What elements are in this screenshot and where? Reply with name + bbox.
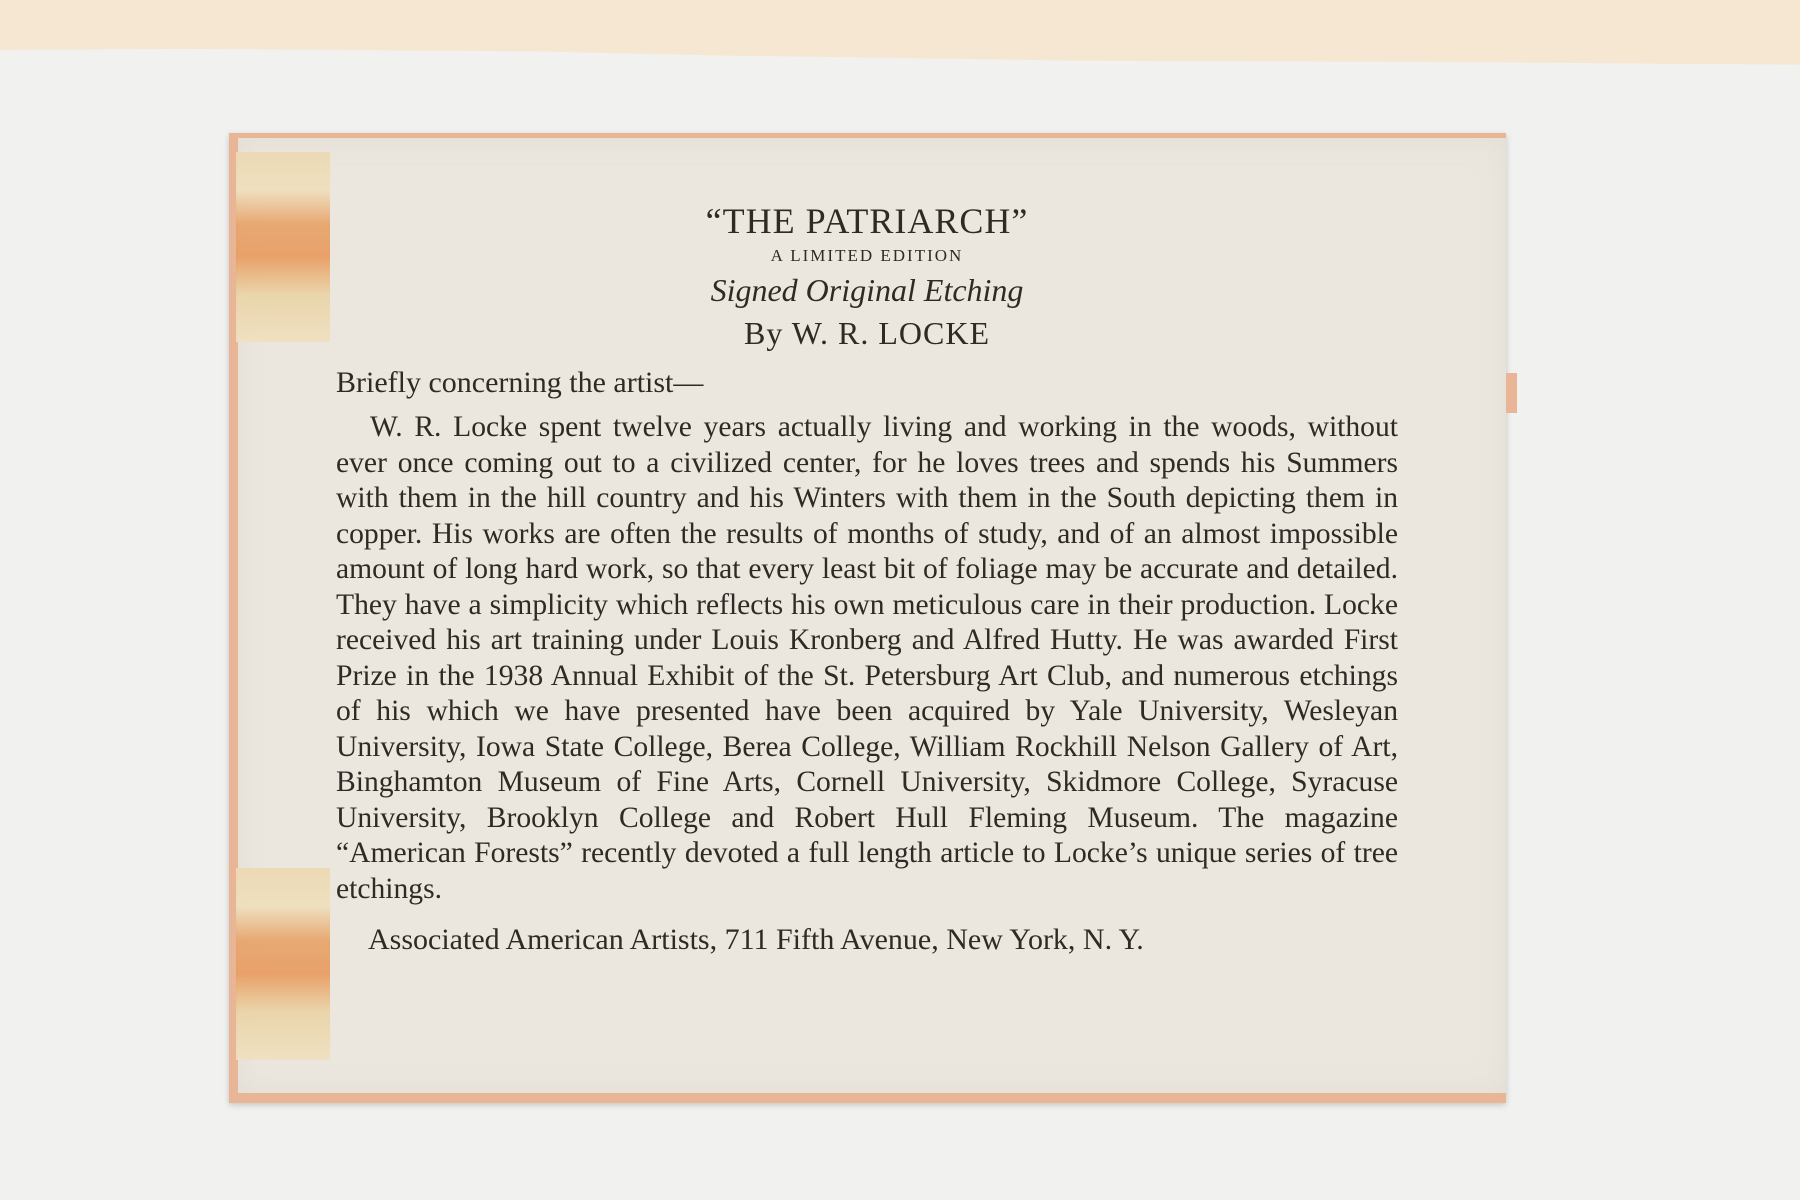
mat-board-edge (0, 0, 1800, 66)
etching-note: Signed Original Etching (710, 272, 1024, 308)
tape-top (236, 152, 330, 342)
document-title: “THE PATRIARCH” (705, 201, 1029, 241)
intro-line: Briefly concerning the artist— (336, 366, 704, 399)
byline: By W. R. LOCKE (743, 315, 991, 351)
card-content (336, 200, 1398, 957)
publisher-footer: Associated American Artists, 711 Fifth Avenue, New York, N. Y. (368, 923, 1144, 956)
tape-bottom (236, 868, 330, 1060)
edition-note: A LIMITED EDITION (770, 246, 964, 265)
body-paragraph: W. R. Locke spent twelve years actually living and working in the woods, without ever once coming out to a civilized center, for he loves trees and spends his Summers with them in the hill country and his Winters with them in the South depicting them in copper. His works are often the results of months of study, and of an almost impossible amount of long hard work, so that every least bit of foliage may be accurate and detailed. They have a simplicity which reflects his own meticulous care in their production. Locke received his art training under Louis Kronberg and Alfred Hutty. He was awarded First Prize in the 1938 Annual Exhibit of the St. Petersburg Art Club, and numerous etchings of his which we have presented have been acquired by Yale University, Wesleyan University, Iowa State College, Berea College, William Rockhill Nelson Gallery of Art, Binghamton Museum of Fine Arts, Cornell University, Skidmore College, Syracuse University, Brooklyn College and Robert Hull Fleming Museum. The magazine “American Forests” recently devoted a full length article to Locke’s unique series of tree etchings. (336, 411, 1398, 905)
